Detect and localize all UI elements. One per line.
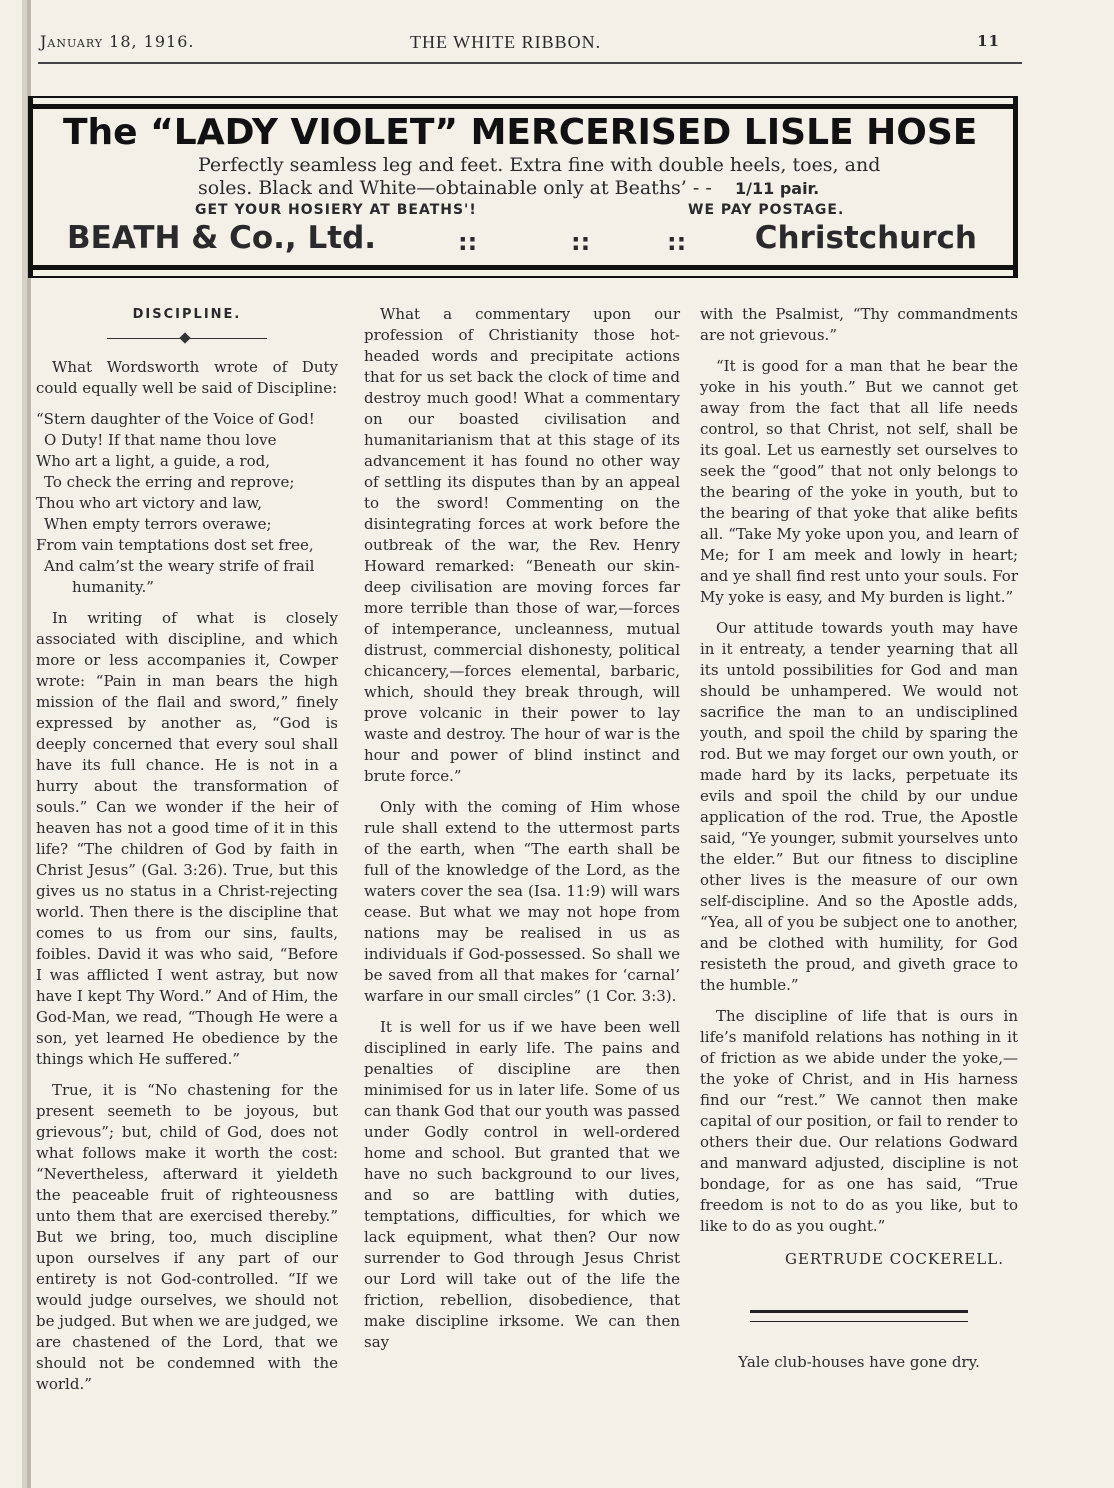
poem-line: Who art a light, a guide, a rod, (36, 452, 270, 470)
paragraph: The discipline of life that is ours in life’s manifold relations has nothing in it of friction as we abide under the yoke,—the yoke of Christ, and in His harness find our “rest.” We cannot then make capital of our position, or fail to render to others their due. Our relations Godward and manward adjusted, discipline is not bondage, for as one has said, “True freedom is not to do as you like, but to like to do as you ought.” (700, 1007, 1018, 1235)
article-column-3 (700, 304, 1018, 1373)
poem-line: Thou who art victory and law, (36, 494, 263, 512)
issue-date: January 18, 1916. (40, 32, 195, 51)
heading-ornament (107, 333, 267, 343)
page-header (40, 32, 1000, 58)
paragraph: What a commentary upon our profession of Christianity those hot-headed words and precipitate actions that for us set back the clock of time and destroy much good! What a commentary on our boasted civilisation and humanitarianism that at this stage of its advancement it has found no other way of settling its disputes than by an appeal to the sword! Commenting on the disintegrating forces at work before the outbreak of the war, the Rev. Henry Howard remarked: “Beneath our skin-deep civilisation are moving forces far more terrible than those of war,—forces of intemperance, uncleanness, mutual distrust, commercial dishonesty, political chicancery,—forces elemental, barbaric, which, should they break through, will prove volcanic in their power to lay waste and destroy. The hour of war is the hour and power of blind instinct and brute force.” (364, 305, 680, 785)
article-column-1 (36, 304, 338, 1405)
ad-call-to-action: GET YOUR HOSIERY AT BEATHS'! (195, 202, 477, 218)
poem-line: From vain temptations dost set free, (36, 536, 314, 554)
ad-price: 1/11 pair. (735, 179, 820, 198)
filler-note: Yale club-houses have gone dry. (738, 1353, 980, 1371)
header-rule (38, 62, 1022, 64)
page-number: 11 (977, 32, 1000, 50)
ad-top-bar (33, 104, 1013, 109)
ad-description-line2: soles. Black and White—obtainable only at Beaths’ - - (198, 177, 712, 199)
hosiery-advertisement (28, 96, 1018, 278)
double-rule-divider (750, 1310, 968, 1322)
article-heading: DISCIPLINE. (132, 307, 242, 322)
ad-separator: :: (458, 228, 478, 256)
wordsworth-poem (36, 409, 338, 598)
paragraph: In writing of what is closely associated with discipline, and which more or less accompanies it, Cowper wrote: “Pain in man bears the high mission of the flail and sword,” finely expressed by another as, “God is deeply concerned that every soul shall have its full chance. He is not in a hurry about the transformation of souls.” Can we wonder if the heir of heaven has not a good time of it in this life? “The children of God by faith in Christ Jesus” (Gal. 3:26). True, but this gives us no status in a Christ-rejecting world. Then there is the discipline that comes to us from our sins, faults, foibles. David it was who said, “Before I was afflicted I went astray, but now have I kept Thy Word.” And of Him, the God-Man, we read, “Though He were a son, yet learned He obedience by the things which He suffered.” (36, 609, 338, 1068)
poem-line: When empty terrors overawe; (44, 515, 272, 533)
poem-line: “Stern daughter of the Voice of God! (36, 410, 315, 428)
ad-postage-note: WE PAY POSTAGE. (688, 202, 845, 218)
paragraph: True, it is “No chastening for the present seemeth to be joyous, but grievous”; but, child of God, does not what follows make it worth the cost: “Nevertheless, afterward it yieldeth the peaceable fruit of righteousness unto them that are exercised thereby.” But we bring, too, much discipline upon ourselves if any part of our entirety is not God-controlled. “If we would judge ourselves, we should not be judged. But when we are judged, we are chastened of the Lord, that we should not be condemned with the world.” (36, 1081, 338, 1393)
paragraph: with the Psalmist, “Thy commandments are not grievous.” (700, 305, 1018, 344)
paragraph: Our attitude towards youth may have in it entreaty, a tender yearning that all its untold possibilities for God and man should be unhampered. We would not sacrifice the man to an undisciplined youth, and spoil the child by sparing the rod. But we may forget our own youth, or made hard by its lacks, perpetuate its evils and spoil the child by our undue application of the rod. True, the Apostle said, “Ye younger, submit yourselves unto the elder.” But our fitness to discipline other lives is the measure of our own self-discipline. And so the Apostle adds, “Yea, all of you be subject one to another, and be clothed with humility, for God resisteth the proud, and giveth grace to the humble.” (700, 619, 1018, 994)
ad-separator: :: (571, 228, 591, 256)
poem-line: humanity.” (72, 578, 154, 596)
paragraph: What Wordsworth wrote of Duty could equally well be said of Discipline: (36, 358, 338, 397)
ad-separator: :: (667, 228, 687, 256)
poem-line: And calm’st the weary strife of frail (44, 557, 315, 575)
article-column-2 (364, 304, 680, 1363)
ad-bottom-bar (33, 265, 1013, 270)
paragraph: Only with the coming of Him whose rule shall extend to the uttermost parts of the earth, when “The earth shall be full of the knowledge of the Lord, as the waters cover the sea (Isa. 11:9) will wars cease. But what we may not hope from nations may be realised in us as individuals if God-possessed. So shall we be saved from all that makes for ‘carnal’ warfare in our small circles” (1 Cor. 3:3). (364, 798, 680, 1005)
publication-title: THE WHITE RIBBON. (410, 32, 602, 52)
paragraph: It is well for us if we have been well disciplined in early life. The pains and penalties of discipline are then minimised for us in later life. Some of us can thank God that our youth was passed under Godly control in well-ordered home and school. But granted that we have no such background to our lives, and so are battling with duties, temptations, difficulties, for which we lack equipment, what then? Our now surrender to God through Jesus Christ our Lord will take out of the life the friction, rebellion, disobedience, that make discipline irksome. We can then say (364, 1018, 680, 1351)
ad-description-line1: Perfectly seamless leg and feet. Extra fine with double heels, toes, and (198, 154, 881, 176)
ad-headline: The “LADY VIOLET” MERCERISED LISLE HOSE (63, 112, 978, 153)
ad-firm-name: BEATH & Co., Ltd. (67, 220, 377, 256)
ad-city: Christchurch (754, 220, 977, 256)
poem-line: O Duty! If that name thou love (44, 431, 277, 449)
author-signature: GERTRUDE COCKERELL. (785, 1250, 1004, 1268)
poem-line: To check the erring and reprove; (44, 473, 295, 491)
paragraph: “It is good for a man that he bear the yoke in his youth.” But we cannot get away from the fact that all life needs control, so that Christ, not self, shall be its goal. Let us earnestly set ourselves to seek the “good” that not only belongs to the bearing of the yoke in youth, but to the bearing of that yoke that alike befits all. “Take My yoke upon you, and learn of Me; for I am meek and lowly in heart; and ye shall find rest unto your souls. For My yoke is easy, and My burden is light.” (700, 357, 1018, 606)
